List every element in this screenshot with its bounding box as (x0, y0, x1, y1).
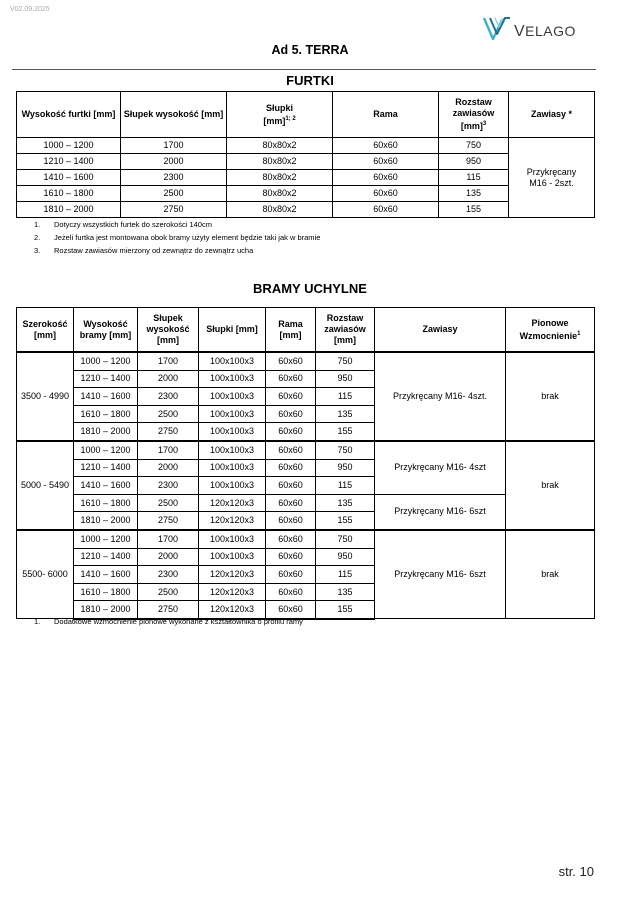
cell-wysokosc: 1810 – 2000 (74, 512, 138, 530)
cell-slupek: 2300 (138, 566, 199, 584)
cell-slupki: 80x80x2 (227, 154, 333, 170)
page-number: str. 10 (558, 864, 594, 879)
cell-rozstaw: 750 (316, 441, 375, 459)
cell-wysokosc: 1210 – 1400 (17, 154, 121, 170)
cell-slupek: 2500 (138, 494, 199, 512)
cell-wysokosc: 1610 – 1800 (17, 186, 121, 202)
cell-slupki: 100x100x3 (199, 370, 266, 388)
cell-slupek: 2000 (121, 154, 227, 170)
cell-slupek: 1700 (138, 352, 199, 370)
cell-rozstaw: 135 (316, 494, 375, 512)
cell-wysokosc: 1210 – 1400 (74, 548, 138, 566)
cell-rama: 60x60 (266, 548, 316, 566)
header-wysokosc-furtki: Wysokość furtki [mm] (17, 92, 121, 138)
header-pionowe-wzmocnienie: Pionowe Wzmocnienie$^1$ (506, 308, 595, 353)
cell-slupek: 2500 (138, 583, 199, 601)
cell-slupki: 100x100x3 (199, 388, 266, 406)
cell-rama: 60x60 (266, 512, 316, 530)
table-row (17, 441, 595, 459)
cell-rama: 60x60 (266, 441, 316, 459)
cell-wysokosc: 1810 – 2000 (74, 601, 138, 619)
cell-rozstaw: 115 (316, 388, 375, 406)
cell-rozstaw: 950 (316, 459, 375, 477)
cell-slupek: 2000 (138, 548, 199, 566)
header-slupki: Słupki [mm]$^{1; 2}$ (227, 92, 333, 138)
cell-pionowe: brak (506, 441, 595, 530)
cell-rozstaw: 135 (316, 405, 375, 423)
cell-slupki: 120x120x3 (199, 512, 266, 530)
cell-zawiasy: Przykręcany M16- 6szt (375, 530, 506, 619)
cell-pionowe: brak (506, 530, 595, 619)
cell-rozstaw: 155 (439, 202, 509, 218)
cell-slupek: 2000 (138, 459, 199, 477)
table-row (17, 170, 595, 186)
header-rama: Rama (333, 92, 439, 138)
cell-rozstaw: 155 (316, 601, 375, 619)
cell-rozstaw: 115 (316, 477, 375, 495)
cell-rama: 60x60 (266, 494, 316, 512)
cell-slupki: 120x120x3 (199, 583, 266, 601)
table-row (17, 138, 595, 154)
cell-slupek: 1700 (121, 138, 227, 154)
cell-wysokosc: 1610 – 1800 (74, 405, 138, 423)
cell-slupki: 100x100x3 (199, 405, 266, 423)
cell-rozstaw: 950 (439, 154, 509, 170)
table-row (17, 154, 595, 170)
cell-wysokosc: 1000 – 1200 (17, 138, 121, 154)
cell-rama: 60x60 (266, 370, 316, 388)
cell-rama: 60x60 (266, 477, 316, 495)
cell-wysokosc: 1610 – 1800 (74, 583, 138, 601)
header-szerokosc: Szerokość [mm] (17, 308, 74, 353)
bramy-table (16, 307, 595, 620)
cell-pionowe: brak (506, 352, 595, 441)
cell-rama: 60x60 (266, 388, 316, 406)
cell-slupki: 100x100x3 (199, 441, 266, 459)
cell-wysokosc: 1410 – 1600 (74, 566, 138, 584)
cell-wysokosc: 1210 – 1400 (74, 459, 138, 477)
cell-szerokosc: 3500 - 4990 (17, 352, 74, 441)
header-slupek-wysokosc: Słupek wysokość [mm] (121, 92, 227, 138)
page-title: Ad 5. TERRA (271, 43, 349, 57)
cell-rama: 60x60 (266, 423, 316, 441)
cell-slupek: 1700 (138, 441, 199, 459)
velago-logo-text: VELAGO (514, 23, 576, 40)
cell-rama: 60x60 (333, 138, 439, 154)
cell-rozstaw: 950 (316, 548, 375, 566)
header-slupek-wysokosc: Słupek wysokość [mm] (138, 308, 199, 353)
furtki-title: FURTKI (286, 73, 334, 88)
header-wysokosc-bramy: Wysokość bramy [mm] (74, 308, 138, 353)
cell-slupek: 2500 (121, 186, 227, 202)
cell-zawiasy: Przykręcany M16- 4szt (375, 441, 506, 494)
cell-slupki: 100x100x3 (199, 352, 266, 370)
header-rozstaw-zawiasow: Rozstaw zawiasów [mm]$^3$ (439, 92, 509, 138)
cell-wysokosc: 1210 – 1400 (74, 370, 138, 388)
cell-rozstaw: 135 (316, 583, 375, 601)
cell-rama: 60x60 (333, 202, 439, 218)
cell-wysokosc: 1410 – 1600 (17, 170, 121, 186)
cell-wysokosc: 1410 – 1600 (74, 477, 138, 495)
cell-slupki: 100x100x3 (199, 459, 266, 477)
cell-rozstaw: 950 (316, 370, 375, 388)
cell-wysokosc: 1000 – 1200 (74, 441, 138, 459)
cell-wysokosc: 1610 – 1800 (74, 494, 138, 512)
cell-rama: 60x60 (266, 566, 316, 584)
cell-slupek: 2750 (138, 423, 199, 441)
bramy-header-row (17, 308, 595, 353)
cell-rama: 60x60 (333, 154, 439, 170)
cell-rama: 60x60 (266, 601, 316, 619)
cell-slupki: 80x80x2 (227, 186, 333, 202)
cell-wysokosc: 1810 – 2000 (17, 202, 121, 218)
cell-rama: 60x60 (333, 186, 439, 202)
cell-slupki: 80x80x2 (227, 202, 333, 218)
table-row (17, 352, 595, 370)
cell-wysokosc: 1810 – 2000 (74, 423, 138, 441)
table-row (17, 186, 595, 202)
cell-szerokosc: 5500- 6000 (17, 530, 74, 619)
furtki-table (16, 91, 595, 218)
velago-logo-icon (483, 16, 513, 42)
cell-wysokosc: 1000 – 1200 (74, 352, 138, 370)
cell-rama: 60x60 (266, 583, 316, 601)
cell-slupki: 100x100x3 (199, 423, 266, 441)
cell-slupek: 2000 (138, 370, 199, 388)
cell-wysokosc: 1410 – 1600 (74, 388, 138, 406)
bramy-title: BRAMY UCHYLNE (253, 281, 367, 296)
header-zawiasy: Zawiasy * (509, 92, 595, 138)
cell-rozstaw: 135 (439, 186, 509, 202)
cell-slupki: 120x120x3 (199, 566, 266, 584)
velago-logo (483, 16, 595, 44)
cell-slupek: 2750 (121, 202, 227, 218)
cell-rama: 60x60 (333, 170, 439, 186)
cell-rozstaw: 750 (439, 138, 509, 154)
cell-slupki: 120x120x3 (199, 494, 266, 512)
cell-zawiasy: Przykręcany M16- 6szt (375, 494, 506, 530)
version-label: V02.09.2025 (10, 6, 50, 13)
furtki-header-row (17, 92, 595, 138)
cell-rama: 60x60 (266, 530, 316, 548)
cell-slupek: 2300 (138, 477, 199, 495)
cell-slupek: 2500 (138, 405, 199, 423)
cell-rama: 60x60 (266, 405, 316, 423)
cell-rozstaw: 155 (316, 512, 375, 530)
cell-slupki: 100x100x3 (199, 477, 266, 495)
cell-rozstaw: 750 (316, 530, 375, 548)
cell-rozstaw: 750 (316, 352, 375, 370)
header-divider (12, 69, 596, 70)
header-zawiasy: Zawiasy (375, 308, 506, 353)
cell-slupek: 2750 (138, 512, 199, 530)
cell-slupki: 120x120x3 (199, 601, 266, 619)
cell-slupek: 2300 (121, 170, 227, 186)
header-rozstaw-zawiasow: Rozstaw zawiasów [mm] (316, 308, 375, 353)
header-slupki: Słupki [mm] (199, 308, 266, 353)
cell-slupki: 80x80x2 (227, 138, 333, 154)
cell-szerokosc: 5000 - 5490 (17, 441, 74, 530)
cell-rama: 60x60 (266, 352, 316, 370)
table-row (17, 202, 595, 218)
cell-zawiasy: Przykręcany M16- 4szt. (375, 352, 506, 441)
header-rama: Rama [mm] (266, 308, 316, 353)
cell-slupek: 1700 (138, 530, 199, 548)
cell-rama: 60x60 (266, 459, 316, 477)
cell-slupki: 80x80x2 (227, 170, 333, 186)
cell-rozstaw: 115 (439, 170, 509, 186)
cell-rozstaw: 155 (316, 423, 375, 441)
cell-wysokosc: 1000 – 1200 (74, 530, 138, 548)
table-row (17, 530, 595, 548)
cell-slupek: 2300 (138, 388, 199, 406)
cell-rozstaw: 115 (316, 566, 375, 584)
cell-zawiasy: Przykręcany M16 - 2szt. (509, 138, 595, 218)
cell-slupki: 100x100x3 (199, 548, 266, 566)
cell-slupek: 2750 (138, 601, 199, 619)
cell-slupki: 100x100x3 (199, 530, 266, 548)
